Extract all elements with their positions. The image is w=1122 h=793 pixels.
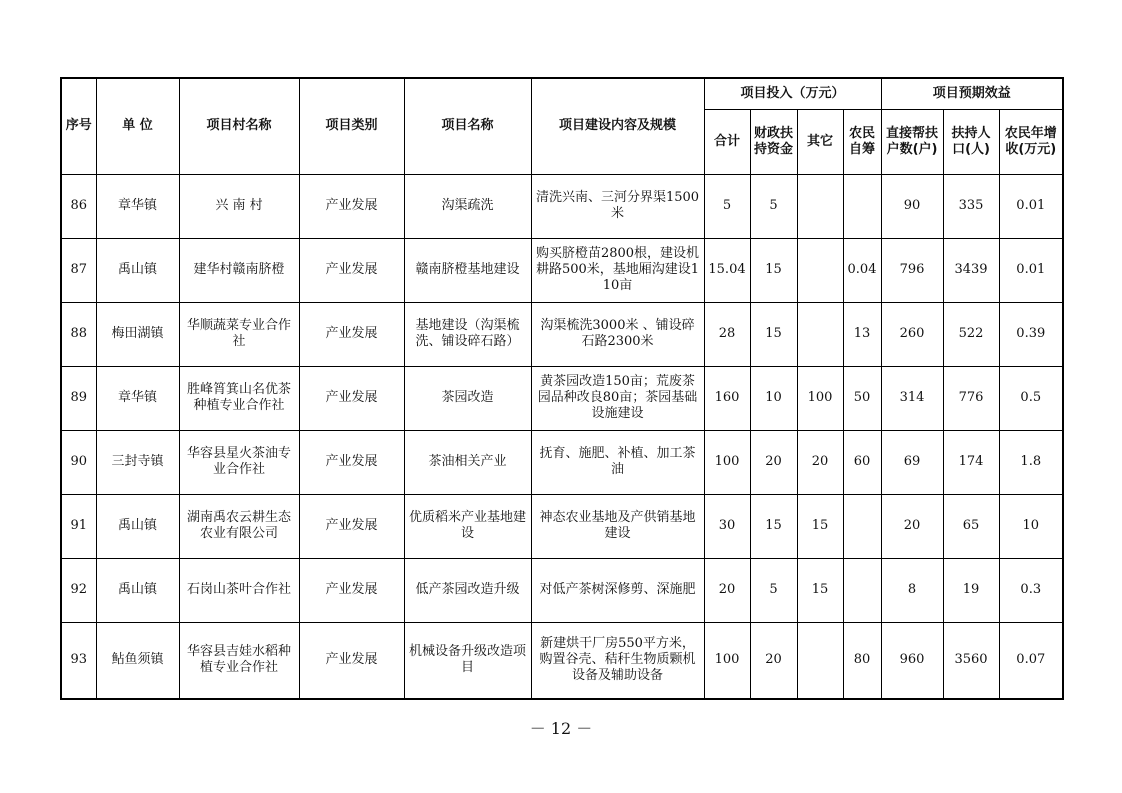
cell-village: 华容县星火茶油专业合作社 bbox=[179, 430, 299, 494]
cell-project-name: 茶油相关产业 bbox=[404, 430, 531, 494]
cell-farmer: 60 bbox=[843, 430, 881, 494]
cell-population: 65 bbox=[943, 494, 999, 558]
cell-total: 30 bbox=[704, 494, 750, 558]
cell-seq: 87 bbox=[61, 238, 96, 302]
header-total: 合计 bbox=[704, 109, 750, 174]
cell-content: 沟渠梳洗3000米 、铺设碎石路2300米 bbox=[531, 302, 704, 366]
cell-unit: 梅田湖镇 bbox=[96, 302, 179, 366]
table-row bbox=[61, 558, 1063, 622]
cell-content: 对低产茶树深修剪、深施肥 bbox=[531, 558, 704, 622]
cell-content: 购买脐橙苗2800根，建设机耕路500米，基地厢沟建设110亩 bbox=[531, 238, 704, 302]
header-content: 项目建设内容及规模 bbox=[531, 78, 704, 174]
cell-project-name: 优质稻米产业基地建设 bbox=[404, 494, 531, 558]
cell-fiscal: 15 bbox=[750, 494, 797, 558]
cell-households: 20 bbox=[881, 494, 943, 558]
cell-population: 335 bbox=[943, 174, 999, 238]
cell-category: 产业发展 bbox=[299, 238, 404, 302]
cell-farmer: 0.04 bbox=[843, 238, 881, 302]
cell-population: 174 bbox=[943, 430, 999, 494]
cell-farmer bbox=[843, 558, 881, 622]
cell-farmer: 80 bbox=[843, 622, 881, 699]
header-investment-group: 项目投入（万元） bbox=[704, 78, 881, 109]
cell-content: 新建烘干厂房550平方米，购置谷壳、秸秆生物质颗机设备及辅助设备 bbox=[531, 622, 704, 699]
cell-seq: 91 bbox=[61, 494, 96, 558]
cell-households: 260 bbox=[881, 302, 943, 366]
cell-other: 15 bbox=[797, 558, 843, 622]
cell-village: 华顺蔬菜专业合作社 bbox=[179, 302, 299, 366]
cell-seq: 86 bbox=[61, 174, 96, 238]
cell-category: 产业发展 bbox=[299, 174, 404, 238]
cell-village: 兴 南 村 bbox=[179, 174, 299, 238]
cell-population: 19 bbox=[943, 558, 999, 622]
cell-fiscal: 20 bbox=[750, 430, 797, 494]
cell-unit: 章华镇 bbox=[96, 174, 179, 238]
cell-income: 0.3 bbox=[999, 558, 1063, 622]
cell-other bbox=[797, 238, 843, 302]
header-benefit-group: 项目预期效益 bbox=[881, 78, 1063, 109]
header-fiscal: 财政扶持资金 bbox=[750, 109, 797, 174]
table-row bbox=[61, 430, 1063, 494]
cell-total: 28 bbox=[704, 302, 750, 366]
header-unit: 单 位 bbox=[96, 78, 179, 174]
header-project-name: 项目名称 bbox=[404, 78, 531, 174]
cell-other bbox=[797, 622, 843, 699]
table-row bbox=[61, 174, 1063, 238]
cell-total: 100 bbox=[704, 430, 750, 494]
cell-seq: 92 bbox=[61, 558, 96, 622]
header-income: 农民年增收(万元) bbox=[999, 109, 1063, 174]
cell-category: 产业发展 bbox=[299, 622, 404, 699]
cell-fiscal: 15 bbox=[750, 238, 797, 302]
cell-income: 0.39 bbox=[999, 302, 1063, 366]
table-row bbox=[61, 494, 1063, 558]
cell-village: 华容县吉娃水稻种植专业合作社 bbox=[179, 622, 299, 699]
header-category: 项目类别 bbox=[299, 78, 404, 174]
cell-seq: 93 bbox=[61, 622, 96, 699]
page-number: － 12 － bbox=[529, 719, 593, 738]
header-seq: 序号 bbox=[61, 78, 96, 174]
cell-content: 黄茶园改造150亩；荒废茶园品种改良80亩；茶园基础设施建设 bbox=[531, 366, 704, 430]
table-row bbox=[61, 366, 1063, 430]
cell-project-name: 沟渠疏洗 bbox=[404, 174, 531, 238]
cell-unit: 鲇鱼须镇 bbox=[96, 622, 179, 699]
cell-households: 90 bbox=[881, 174, 943, 238]
table-row bbox=[61, 238, 1063, 302]
cell-content: 神态农业基地及产供销基地建设 bbox=[531, 494, 704, 558]
cell-total: 15.04 bbox=[704, 238, 750, 302]
table-row bbox=[61, 302, 1063, 366]
cell-income: 0.01 bbox=[999, 174, 1063, 238]
cell-project-name: 机械设备升级改造项目 bbox=[404, 622, 531, 699]
cell-total: 160 bbox=[704, 366, 750, 430]
cell-category: 产业发展 bbox=[299, 494, 404, 558]
cell-unit: 禹山镇 bbox=[96, 558, 179, 622]
cell-fiscal: 5 bbox=[750, 558, 797, 622]
cell-population: 522 bbox=[943, 302, 999, 366]
cell-income: 10 bbox=[999, 494, 1063, 558]
cell-households: 314 bbox=[881, 366, 943, 430]
cell-population: 3560 bbox=[943, 622, 999, 699]
cell-other: 20 bbox=[797, 430, 843, 494]
cell-farmer bbox=[843, 494, 881, 558]
cell-category: 产业发展 bbox=[299, 366, 404, 430]
cell-income: 0.01 bbox=[999, 238, 1063, 302]
cell-households: 69 bbox=[881, 430, 943, 494]
cell-project-name: 赣南脐橙基地建设 bbox=[404, 238, 531, 302]
cell-unit: 禹山镇 bbox=[96, 494, 179, 558]
cell-households: 8 bbox=[881, 558, 943, 622]
cell-households: 796 bbox=[881, 238, 943, 302]
cell-seq: 88 bbox=[61, 302, 96, 366]
cell-population: 3439 bbox=[943, 238, 999, 302]
cell-fiscal: 10 bbox=[750, 366, 797, 430]
header-other: 其它 bbox=[797, 109, 843, 174]
header-village: 项目村名称 bbox=[179, 78, 299, 174]
header-population: 扶持人口(人) bbox=[943, 109, 999, 174]
cell-farmer bbox=[843, 174, 881, 238]
cell-other bbox=[797, 174, 843, 238]
cell-population: 776 bbox=[943, 366, 999, 430]
cell-unit: 章华镇 bbox=[96, 366, 179, 430]
cell-total: 5 bbox=[704, 174, 750, 238]
cell-unit: 禹山镇 bbox=[96, 238, 179, 302]
cell-content: 抚育、施肥、补植、加工茶油 bbox=[531, 430, 704, 494]
project-table bbox=[60, 77, 1064, 700]
cell-village: 建华村赣南脐橙 bbox=[179, 238, 299, 302]
cell-content: 清洗兴南、三河分界渠1500米 bbox=[531, 174, 704, 238]
table-row bbox=[61, 622, 1063, 699]
cell-income: 0.07 bbox=[999, 622, 1063, 699]
cell-project-name: 基地建设（沟渠梳洗、铺设碎石路） bbox=[404, 302, 531, 366]
cell-unit: 三封寺镇 bbox=[96, 430, 179, 494]
cell-seq: 89 bbox=[61, 366, 96, 430]
header-farmer: 农民自筹 bbox=[843, 109, 881, 174]
cell-total: 20 bbox=[704, 558, 750, 622]
cell-seq: 90 bbox=[61, 430, 96, 494]
cell-category: 产业发展 bbox=[299, 302, 404, 366]
cell-income: 1.8 bbox=[999, 430, 1063, 494]
cell-other: 15 bbox=[797, 494, 843, 558]
header-households: 直接帮扶户数(户) bbox=[881, 109, 943, 174]
cell-village: 胜峰筲箕山名优茶种植专业合作社 bbox=[179, 366, 299, 430]
cell-households: 960 bbox=[881, 622, 943, 699]
cell-total: 100 bbox=[704, 622, 750, 699]
cell-farmer: 50 bbox=[843, 366, 881, 430]
cell-other: 100 bbox=[797, 366, 843, 430]
cell-income: 0.5 bbox=[999, 366, 1063, 430]
cell-farmer: 13 bbox=[843, 302, 881, 366]
cell-village: 湖南禹农云耕生态农业有限公司 bbox=[179, 494, 299, 558]
cell-category: 产业发展 bbox=[299, 430, 404, 494]
cell-other bbox=[797, 302, 843, 366]
cell-category: 产业发展 bbox=[299, 558, 404, 622]
cell-project-name: 低产茶园改造升级 bbox=[404, 558, 531, 622]
cell-fiscal: 20 bbox=[750, 622, 797, 699]
cell-fiscal: 15 bbox=[750, 302, 797, 366]
cell-village: 石岗山茶叶合作社 bbox=[179, 558, 299, 622]
cell-project-name: 茶园改造 bbox=[404, 366, 531, 430]
cell-fiscal: 5 bbox=[750, 174, 797, 238]
